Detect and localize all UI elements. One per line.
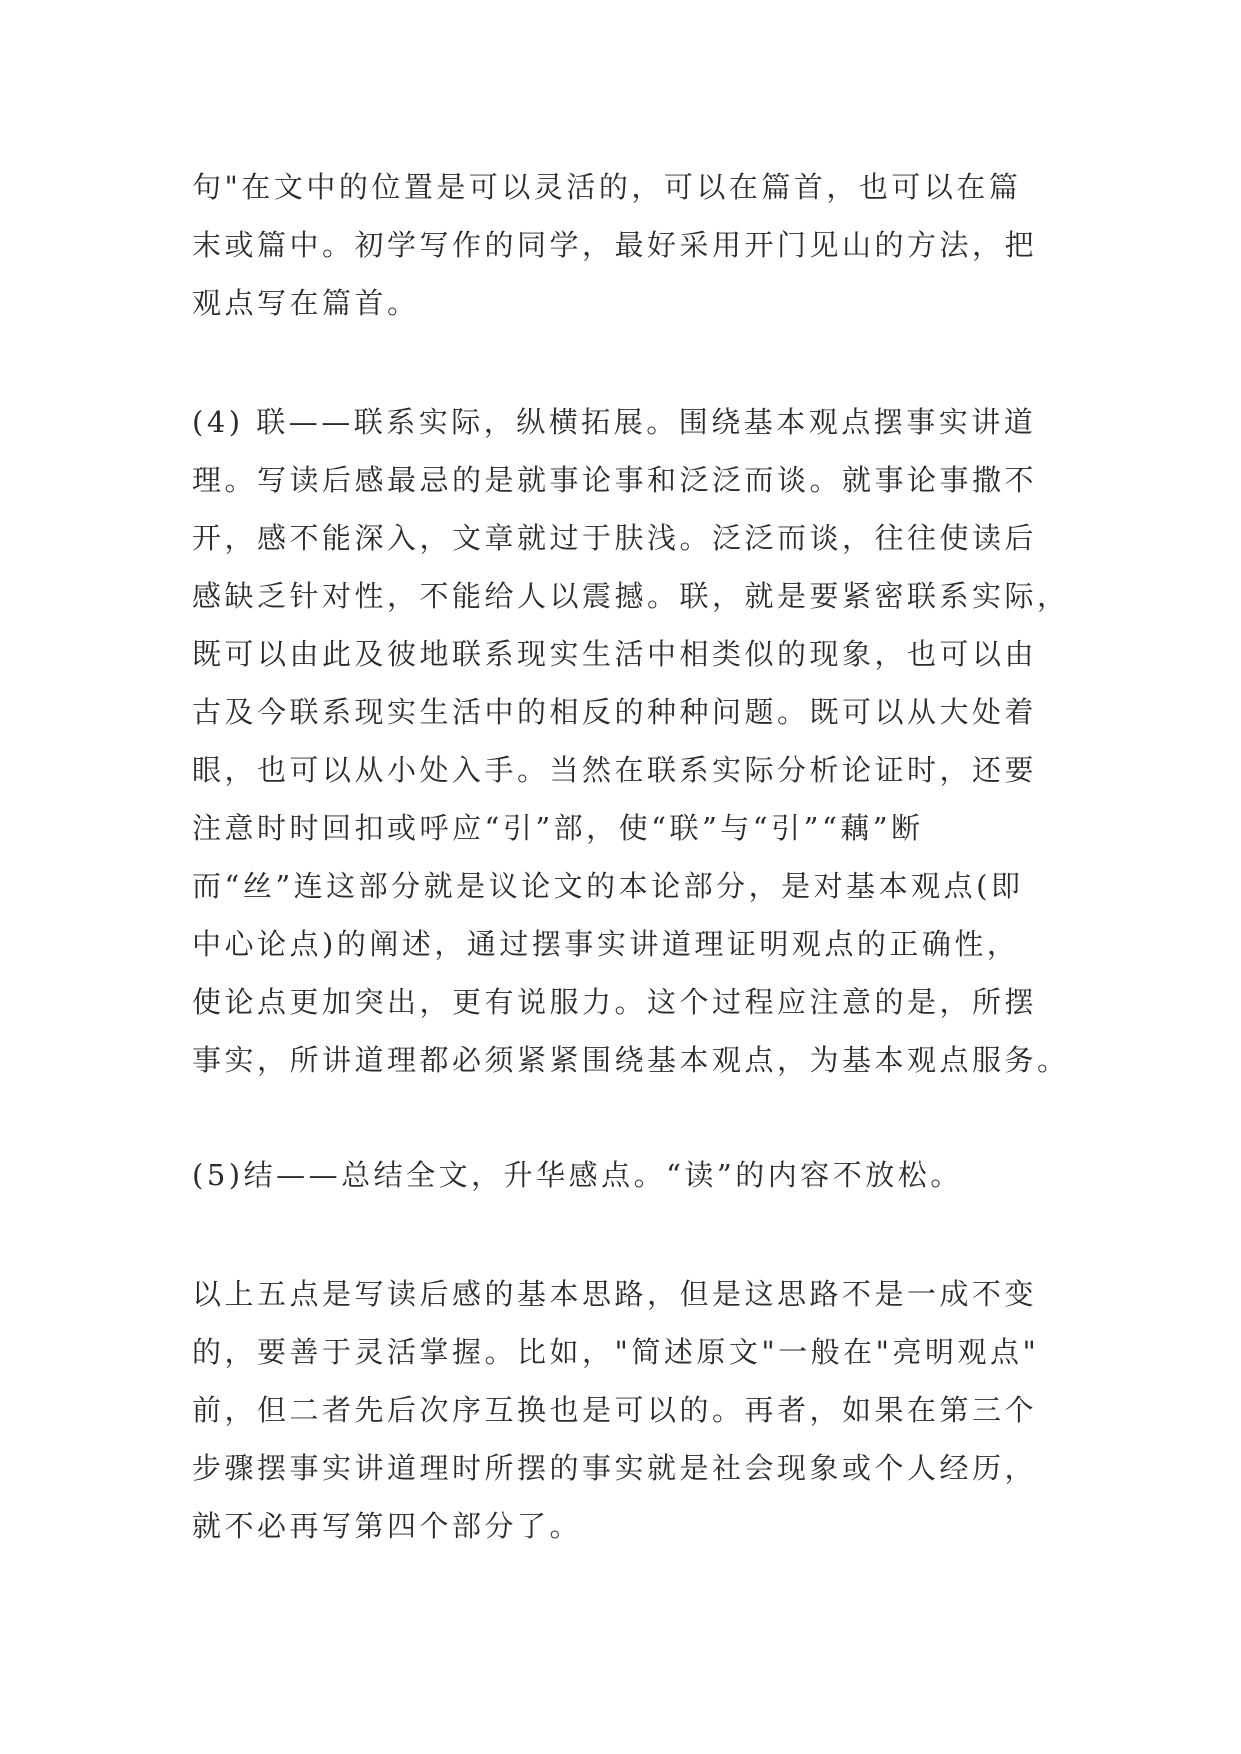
text-line: 观点写在篇首。	[192, 286, 420, 320]
text-line: 开，感不能深入，文章就过于肤浅。泛泛而谈，往往使读后	[192, 521, 1038, 555]
text-line: 的，要善于灵活掌握。比如，"简述原文"一般在"亮明观点"	[192, 1335, 1040, 1369]
text-line: 眼，也可以从小处入手。当然在联系实际分析论证时，还要	[192, 753, 1038, 787]
text-line: 末或篇中。初学写作的同学，最好采用开门见山的方法，把	[192, 228, 1038, 262]
text-line: 步骤摆事实讲道理时所摆的事实就是社会现象或个人经历，	[192, 1451, 1038, 1485]
text-line: 注意时时回扣或呼应“引”部，使“联”与“引”“藕”断	[192, 811, 924, 845]
paragraph-step-4	[192, 393, 1070, 1089]
paragraph-step-5	[192, 1146, 1052, 1204]
paragraph-intro-continuation	[192, 158, 1052, 332]
text-line: 事实，所讲道理都必须紧紧围绕基本观点，为基本观点服务。	[192, 1043, 1070, 1077]
text-line: 前，但二者先后次序互换也是可以的。再者，如果在第三个	[192, 1393, 1038, 1427]
text-line: 而“丝”连这部分就是议论文的本论部分，是对基本观点(即	[192, 869, 1024, 903]
text-line: 感缺乏针对性，不能给人以震撼。联，就是要紧密联系实际，	[192, 579, 1070, 613]
text-line: 古及今联系现实生活中的相反的种种问题。既可以从大处着	[192, 695, 1038, 729]
text-line: 理。写读后感最忌的是就事论事和泛泛而谈。就事论事撒不	[192, 463, 1038, 497]
text-line: 中心论点)的阐述，通过摆事实讲道理证明观点的正确性，	[192, 927, 1020, 961]
paragraph-summary	[192, 1265, 1052, 1555]
text-line: 使论点更加突出，更有说服力。这个过程应注意的是，所摆	[192, 985, 1038, 1019]
text-line: (4) 联——联系实际，纵横拓展。围绕基本观点摆事实讲道	[192, 405, 1037, 439]
text-line: 既可以由此及彼地联系现实生活中相类似的现象，也可以由	[192, 637, 1038, 671]
text-line: 就不必再写第四个部分了。	[192, 1509, 583, 1543]
text-line: 句"在文中的位置是可以灵活的，可以在篇首，也可以在篇	[192, 170, 1022, 204]
text-line: (5)结——总结全文，升华感点。“读”的内容不放松。	[192, 1158, 963, 1192]
text-line: 以上五点是写读后感的基本思路，但是这思路不是一成不变	[192, 1277, 1038, 1311]
